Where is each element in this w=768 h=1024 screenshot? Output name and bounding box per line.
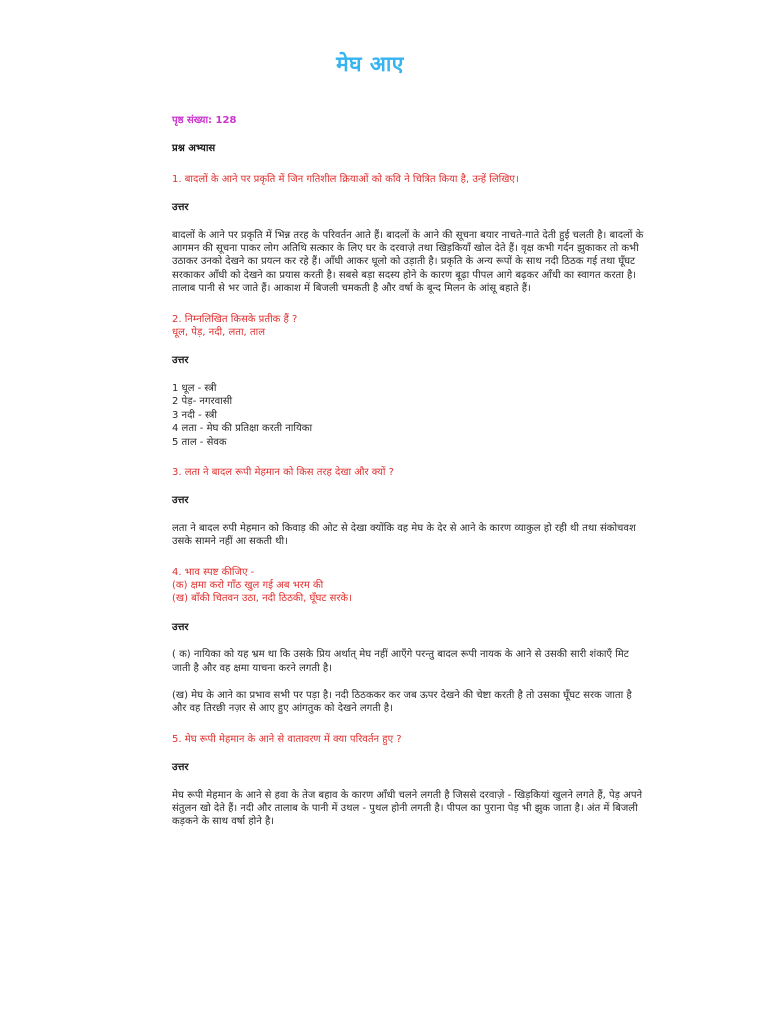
question-4: 4. भाव स्पष्ट कीजिए -: [172, 566, 255, 578]
list-item: 5 ताल - सेवक: [172, 436, 227, 448]
question-3: 3. लता ने बादल रूपी मेहमान को किस तरह देखा और क्यों ?: [172, 466, 394, 478]
answer-5: मेघ रूपी मेहमान के आने से हवा के तेज बहाव के कारण आँधी चलने लगती है जिससे दरवाज़े - खिड़कियां खुलने लगते हैं, पेड़ अपने संतुलन खो देते हैं। नदी और तालाब के पानी में उथल - पुथल होनी लगती है। पीपल का पुराना पेड़ भी झुक जाता है। अंत में बिजली कड़कने के साथ वर्षा होने है।: [172, 789, 643, 828]
list-item: 2 पेड़- नगरवासी: [172, 396, 233, 408]
question-2: 2. निम्नलिखित किसके प्रतीक हैं ?: [172, 313, 298, 325]
answer-label-1: उत्तर: [172, 202, 189, 214]
answer-label-3: उत्तर: [172, 495, 189, 507]
question-5: 5. मेघ रूपी मेहमान के आने से वातावरण में क्या परिवर्तन हुए ?: [172, 733, 402, 745]
page-title: मेघ आए: [336, 52, 404, 76]
answer-4a: ( क) नायिका को यह भ्रम था कि उसके प्रिय अर्थात् मेघ नहीं आएँगे परन्तु बादल रूपी नायक के आने से उसकी सारी शंकाएँ मिट जाती है और वह क्षमा याचना करने लगती है।: [172, 649, 629, 674]
question-4-part-b: (ख) बाँकी चितवन उठा, नदी ठिठकी, घूँघट सरके।: [172, 593, 352, 605]
answer-1: बादलों के आने पर प्रकृति में भिन्न तरह के परिवर्तन आते हैं। बादलों के आने की सूचना बयार नाचते-गाते देती हुई चलती है। बादलों के आगमन की सूचना पाकर लोग अतिथि सत्कार के लिए घर के दरवाज़े तथा खिड़कियाँ खोल देते हैं। वृक्ष कभी गर्दन झुकाकर तो कभी उठाकर उनको देखने का प्रयत्न कर रहे हैं। आँधी आकर धूलो को उड़ाती है। प्रकृति के अन्य रूपों के साथ नदी ठिठक गई तथा घूँघट सरकाकर आँधी को देखने का प्रयास करती है। सबसे बड़ा सदस्य होने के कारण बूढ़ा पीपल आगे बढ़कर आँधी का स्वागत करता है। तालाब पानी से भर जाते हैं। आकाश में बिजली चमकती है और वर्षा के बून्द मिलन के आंसू बहाते हैं।: [172, 229, 644, 295]
document-content: [172, 114, 644, 829]
list-item: 4 लता - मेघ की प्रतिक्षा करती नायिका: [172, 423, 313, 435]
question-2-items: धूल, पेड़, नदी, लता, ताल: [172, 327, 265, 339]
answer-3: लता ने बादल रुपी मेहमान को किवाड़ की ओट से देखा क्योंकि वह मेघ के देर से आने के कारण व्याकुल हो रही थी तथा संकोचवश उसके सामने नहीं आ सकती थी।: [172, 522, 636, 548]
question-4-part-a: (क) क्षमा करो गाँठ खुल गई अब भरम की: [172, 579, 324, 591]
answer-2-list: [172, 382, 644, 449]
list-item: 1 धूल - स्त्री: [172, 382, 217, 394]
answer-4b: (ख) मेघ के आने का प्रभाव सभी पर पड़ा है। नदी ठिठककर कर जब ऊपर देखने की चेष्टा करती है तो उसका घूँघट सरक जाता है और वह तिरछी नज़र से आए हुए आंगतुक को देखने लगती है।: [172, 689, 632, 715]
answer-label-5: उत्तर: [172, 762, 189, 774]
page-number: पृष्ठ संख्या: 128: [172, 115, 237, 126]
answer-label-2: उत्तर: [172, 355, 189, 367]
section-heading: प्रश्न अभ्यास: [172, 143, 216, 155]
answer-label-4: उत्तर: [172, 621, 189, 633]
list-item: 3 नदी - स्त्री: [172, 409, 217, 421]
question-1: 1. बादलों के आने पर प्रकृति में जिन गतिशील क्रियाओं को कवि ने चित्रित किया है, उन्हें लिखिए।: [172, 173, 519, 185]
